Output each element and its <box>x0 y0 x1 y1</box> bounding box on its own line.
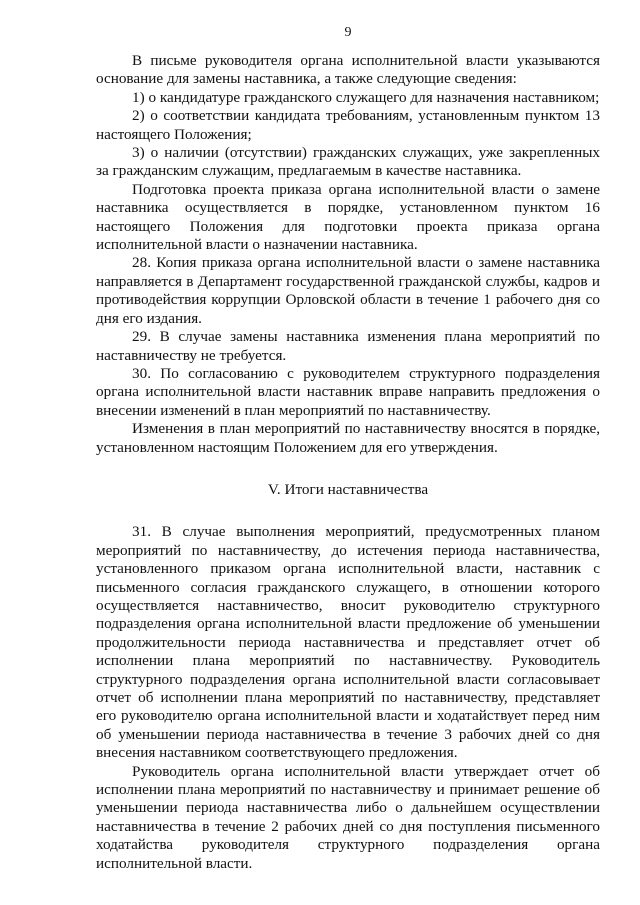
paragraph-clause-31: 31. В случае выполнения мероприятий, предусмотренных планом мероприятий по наставничеству, до истечения периода наставничества, установленного приказом органа исполнительной власти, наставник с письменного согласия гражданского служащего, в отношении которого осуществляется наставничество, вносит руководителю структурного подразделения органа исполнительной власти предложение об уменьшении продолжительности периода наставничества и представляет отчет об исполнении плана мероприятий по наставничеству. Руководитель структурного подразделения органа исполнительной власти согласовывает отчет об исполнении плана мероприятий по наставничеству, представляет его руководителю органа исполнительной власти и ходатайствует перед ним об уменьшении периода наставничества в течение 3 рабочих дней со дня внесения наставником соответствующего предложения. <box>96 523 600 762</box>
paragraph-clause-28: 28. Копия приказа органа исполнительной власти о замене наставника направляется в Департамент государственной гражданской службы, кадров и противодействия коррупции Орловской области в течение 1 рабочего дня со дня его издания. <box>96 254 600 327</box>
paragraph-replacement-letter: В письме руководителя органа исполнительной власти указываются основание для замены наставника, а также следующие сведения: <box>96 52 600 88</box>
paragraph-order-preparation: Подготовка проекта приказа органа исполнительной власти о замене наставника осуществляется в порядке, установленном пунктом 16 настоящего Положения для подготовки проекта приказа органа исполнительной власти о назначении наставника. <box>96 180 600 254</box>
paragraph-item-requirements: 2) о соответствии кандидата требованиям, установленным пунктом 13 настоящего Положения; <box>96 107 600 143</box>
page-number: 9 <box>344 25 352 40</box>
paragraph-clause-30: 30. По согласованию с руководителем структурного подразделения органа исполнительной власти наставник вправе направить предложения о внесении изменений в план мероприятий по наставничеству. <box>96 364 600 419</box>
paragraph-item-assigned-employees: 3) о наличии (отсутствии) гражданских служащих, уже закрепленных за гражданским служащим, предлагаемым в качестве наставника. <box>96 144 600 180</box>
document-body <box>96 52 600 873</box>
paragraph-clause-29: 29. В случае замены наставника изменения плана мероприятий по наставничеству не требуется. <box>96 328 600 364</box>
section-title: V. Итоги наставничества <box>267 480 429 498</box>
paragraph-plan-changes: Изменения в план мероприятий по наставничеству вносятся в порядке, установленном настоящим Положением для его утверждения. <box>96 420 600 456</box>
paragraph-report-approval: Руководитель органа исполнительной власти утверждает отчет об исполнении плана мероприятий по наставничеству и принимает решение об уменьшении периода наставничества либо о дальнейшем осуществлении наставничества в течение 2 рабочих дней со дня поступления письменного ходатайства руководителя структурного подразделения органа исполнительной власти. <box>96 762 600 872</box>
paragraph-item-candidate: 1) о кандидатуре гражданского служащего для назначения наставником; <box>132 88 600 106</box>
